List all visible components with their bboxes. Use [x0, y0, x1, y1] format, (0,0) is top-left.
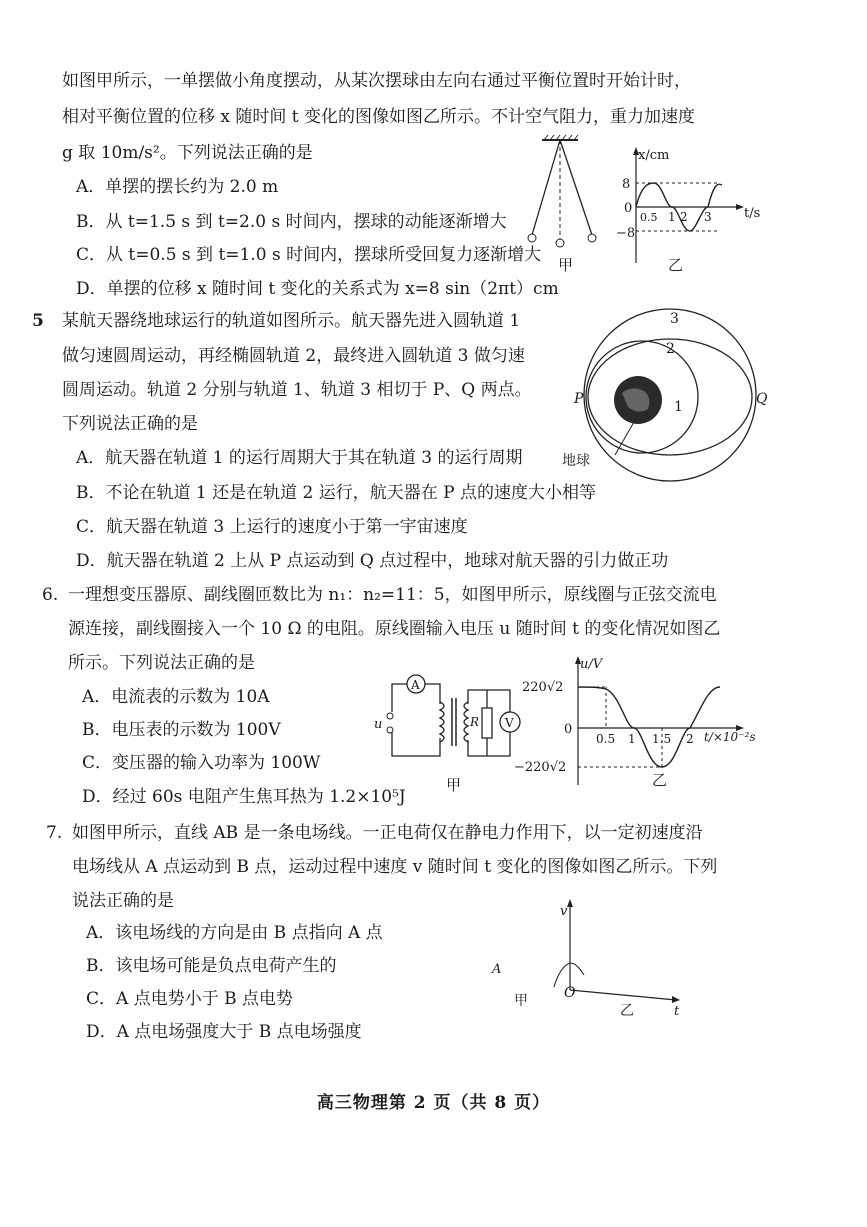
q7-option-d: D．A 点电场强度大于 B 点电场强度 — [86, 1022, 362, 1042]
q4-stem-line-1: 如图甲所示，一单摆做小角度摆动，从某次摆球由左向右通过平衡位置时开始计时， — [62, 71, 691, 91]
orbit-2-label: 2 — [666, 341, 675, 357]
q7-origin-label: O — [564, 985, 576, 1001]
q4-stem-line-2: 相对平衡位置的位移 x 随时间 t 变化的图像如图乙所示。不计空气阻力，重力加速度 — [62, 107, 696, 127]
q4-graph-tick-3: 3 — [704, 210, 712, 224]
q7-right-caption: 乙 — [620, 1003, 634, 1019]
q4-graph-xlabel: t/s — [744, 206, 761, 221]
q6-graph-ymax: 220√2 — [522, 680, 564, 695]
q7-figures — [480, 895, 700, 1025]
q5-option-a: A．航天器在轨道 1 的运行周期大于其在轨道 3 的运行周期 — [76, 448, 523, 468]
q7-stem-line-3: 说法正确的是 — [72, 891, 174, 911]
q4-option-a: A．单摆的摆长约为 2.0 m — [76, 177, 279, 197]
q7-option-c: C．A 点电势小于 B 点电势 — [86, 989, 293, 1009]
q6-graph-tick-0: 0.5 — [596, 732, 616, 746]
orbit-1-label: 1 — [674, 399, 683, 415]
q6-graph-caption: 乙 — [652, 771, 668, 789]
q4-graph-tick-1: 1 — [668, 210, 676, 224]
q5-option-b: B．不论在轨道 1 还是在轨道 2 运行，航天器在 P 点的速度大小相等 — [76, 483, 596, 503]
q4-xt-graph — [610, 145, 760, 275]
q7-number: 7. — [46, 823, 63, 843]
q4-graph-origin: 0 — [624, 201, 633, 216]
q6-option-a: A．电流表的示数为 10A — [82, 687, 270, 707]
q6-ut-graph — [514, 655, 770, 795]
q5-stem-line-3: 圆周运动。轨道 2 分别与轨道 1、轨道 3 相切于 P、Q 两点。 — [62, 380, 532, 400]
voltmeter-label: V — [505, 716, 514, 730]
q6-stem-line-3: 所示。下列说法正确的是 — [68, 653, 255, 673]
q4-graph-tick-2: 2 — [680, 210, 688, 224]
q7-stem-line-1: 如图甲所示，直线 AB 是一条电场线。一正电荷仅在静电力作用下，以一定初速度沿 — [72, 823, 703, 843]
point-q-label: Q — [756, 391, 768, 407]
ammeter-label: A — [411, 678, 420, 692]
q5-number: 5 — [32, 311, 44, 331]
q7-axis-v-label: v — [560, 904, 568, 919]
q7-point-a-label: A — [492, 962, 502, 977]
pendulum-ball-right — [588, 234, 596, 242]
q4-graph-ymin: −8 — [616, 226, 636, 241]
q7-stem-line-2: 电场线从 A 点运动到 B 点，运动过程中速度 v 随时间 t 变化的图像如图乙所示。下列 — [72, 857, 718, 877]
q4-option-c: C．从 t=0.5 s 到 t=1.0 s 时间内，摆球所受回复力逐渐增大 — [76, 245, 542, 265]
q4-pendulum-figure — [520, 130, 620, 280]
source-label: u — [374, 717, 383, 732]
q6-option-d: D．经过 60s 电阻产生焦耳热为 1.2×10⁵J — [82, 787, 406, 807]
q6-option-b: B．电压表的示数为 100V — [82, 720, 281, 740]
q6-graph-xlabel: t/×10⁻²s — [704, 730, 756, 744]
q7-left-caption: 甲 — [514, 993, 528, 1009]
earth-label: 地球 — [562, 453, 590, 469]
resistor-icon — [482, 708, 492, 738]
q7-option-a: A．该电场线的方向是由 B 点指向 A 点 — [86, 923, 383, 943]
q4-graph-tick-0: 0.5 — [640, 211, 658, 224]
q6-option-c: C．变压器的输入功率为 100W — [82, 753, 321, 773]
q4-graph-ylabel: x/cm — [638, 148, 670, 163]
q6-graph-tick-3: 2 — [686, 732, 694, 746]
q4-graph-ymax: 8 — [622, 177, 631, 192]
q5-option-c: C．航天器在轨道 3 上运行的速度小于第一宇宙速度 — [76, 517, 468, 537]
orbit-3-label: 3 — [670, 311, 679, 327]
q4-stem-line-3: g 取 10m/s²。下列说法正确的是 — [62, 143, 313, 163]
pendulum-ball-center — [556, 239, 564, 247]
q6-graph-tick-2: 1.5 — [652, 732, 672, 746]
q7-option-b: B．该电场可能是负点电荷产生的 — [86, 956, 337, 976]
page-footer: 高三物理第 2 页（共 8 页） — [316, 1093, 551, 1113]
q6-stem-line-2: 源连接，副线圈接入一个 10 Ω 的电阻。原线圈输入电压 u 随时间 t 的变化情况如图乙 — [68, 619, 721, 639]
q6-number: 6. — [42, 585, 59, 605]
q6-graph-tick-1: 1 — [628, 732, 636, 746]
q4-option-b: B．从 t=1.5 s 到 t=2.0 s 时间内，摆球的动能逐渐增大 — [76, 212, 507, 232]
q5-stem-line-1: 某航天器绕地球运行的轨道如图所示。航天器先进入圆轨道 1 — [62, 311, 521, 331]
point-p-label: P — [574, 391, 584, 407]
q6-stem-line-1: 一理想变压器原、副线圈匝数比为 n₁：n₂=11：5，如图甲所示，原线圈与正弦交流电 — [68, 585, 717, 605]
resistor-label: R — [470, 715, 480, 729]
q7-axis-t-label: t — [674, 1004, 680, 1019]
q6-graph-ymin: −220√2 — [514, 760, 567, 775]
q4-option-d: D．单摆的位移 x 随时间 t 变化的关系式为 x=8 sin（2πt）cm — [76, 279, 559, 299]
q5-orbit-figure — [560, 305, 768, 485]
q5-option-d: D．航天器在轨道 2 上从 P 点运动到 Q 点过程中，地球对航天器的引力做正功 — [76, 551, 669, 571]
q6-graph-ylabel: u/V — [580, 657, 603, 672]
q6-circuit-figure — [370, 672, 540, 802]
q6-graph-origin: 0 — [564, 722, 573, 737]
q6-circuit-caption: 甲 — [446, 776, 462, 794]
q4-fig-right-label: 乙 — [668, 256, 684, 274]
q5-stem-line-4: 下列说法正确的是 — [62, 414, 198, 434]
q4-fig-left-label: 甲 — [558, 256, 574, 274]
pendulum-ball-left — [528, 234, 536, 242]
q5-stem-line-2: 做匀速圆周运动，再经椭圆轨道 2，最终进入圆轨道 3 做匀速 — [62, 346, 525, 366]
